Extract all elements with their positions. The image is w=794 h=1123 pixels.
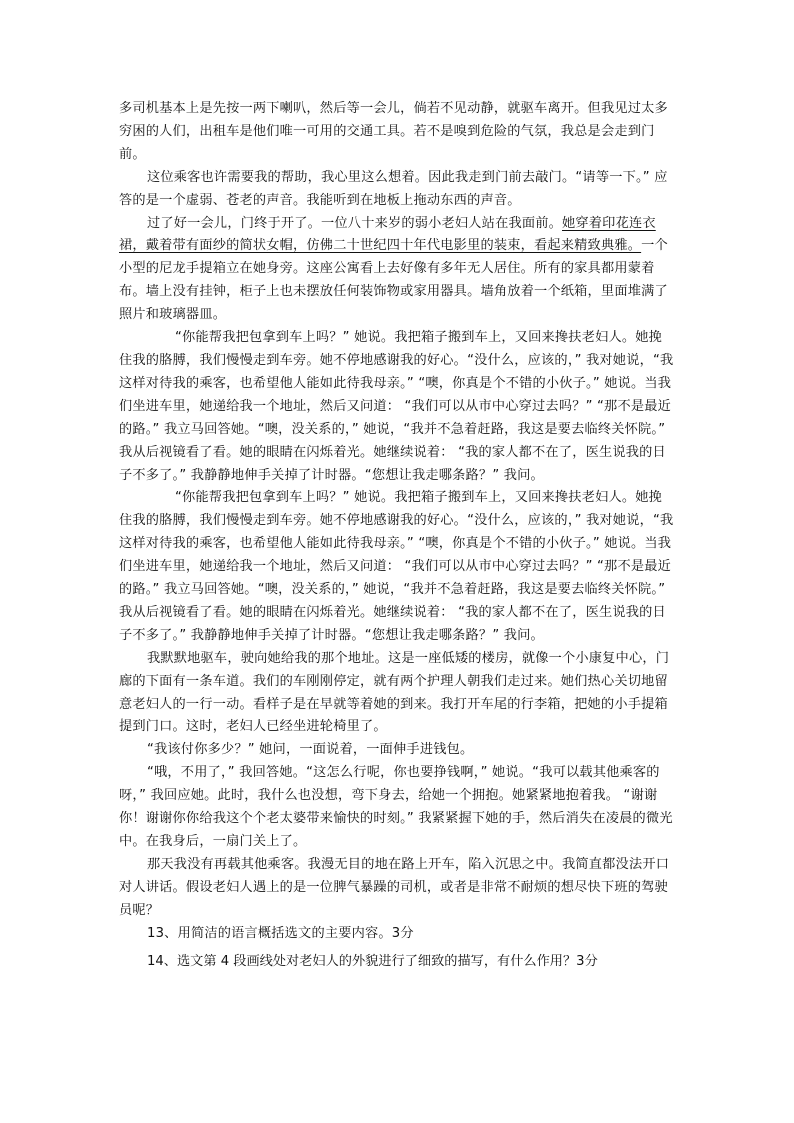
paragraph-9: 那天我没有再载其他乘客。我漫无目的地在路上开车，陷入沉思之中。我简直都没法开口对人讲话。假设老妇人遇上的是一位脾气暴躁的司机，或者是非常不耐烦的想尽快下班的驾驶员呢？ xyxy=(119,856,670,918)
paragraph-2: 这位乘客也许需要我的帮助，我心里这么想着。因此我走到门前去敲门。“请等一下。” 应答的是一个虚弱、苍老的声音。我能听到在地板上拖动东西的声音。 xyxy=(119,169,668,208)
question-14: 14、选文第 4 段画线处对老妇人的外貌进行了细致的描写，有什么作用？3分 xyxy=(147,954,598,969)
underlined-description: 她穿着印花连衣裙，戴着带有面纱的简状女帽，仿佛二十世纪四十年代电影里的装束，看起来精致典雅。 xyxy=(119,215,656,254)
paragraph-6: 我默默地驱车，驶向她给我的那个地址。这是一座低矮的楼房，就像一个小康复中心，门廊的下面有一条车道。我们的车刚刚停定，就有两个护理人朝我们走过来。她们热心关切地留意老妇人的一行一动。看样子是在早就等着她的到来。我打开车尾的行李箱，把她的小手提箱提到门口。这时，老妇人已经坐进轮椅里了。 xyxy=(119,650,670,735)
paragraph-1: 多司机基本上是先按一两下喇叭，然后等一会儿，倘若不见动静，就驱车离开。但我见过太多穷困的人们，出租车是他们唯一可用的交通工具。若不是嗅到危险的气氛，我总是会走到门前。 xyxy=(119,101,668,162)
paragraph-8: “哦，不用了，” 我回答她。“这怎么行呢，你也要挣钱啊，” 她说。“我可以载其他乘客的呀，” 我回应她。此时，我什么也没想，弯下身去，给她一个拥抱。她紧紧地抱着我。 “谢谢你！谢谢你你给我这个个老太婆带来愉快的时刻。” 我紧紧握下她的手，然后消失在凌晨的微光中。在我身后，一扇门关上了。 xyxy=(119,765,673,849)
paragraph-5: “你能帮我把包拿到车上吗？” 她说。我把箱子搬到车上，又回来搀扶老妇人。她挽住我的胳膊，我们慢慢走到车旁。她不停地感谢我的好心。“没什么，应该的，” 我对她说，“我这样对待我的乘客，也希望他人能如此待我母亲。” “噢，你真是个不错的小伙子。” 她说。当我们坐进车里，她递给我一个地址，然后又问道： “我们可以从市中心穿过去吗？” “那不是最近的路。” 我立马回答她。“噢，没关系的，” 她说，“我并不急着赶路，我这是要去临终关怀院。” 我从后视镜看了看。她的眼睛在闪烁着光。她继续说着： “我的家人都不在了，医生说我的日子不多了。” 我静静地伸手关掉了计时器。“您想让我走哪条路？” 我问。 xyxy=(119,490,674,643)
paragraph-4: “你能帮我把包拿到车上吗？” 她说。我把箱子搬到车上，又回来搀扶老妇人。她挽住我的胳膊，我们慢慢走到车旁。她不停地感谢我的好心。“没什么，应该的，” 我对她说，“我这样对待我的乘客，也希望他人能如此待我母亲。” “噢，你真是个不错的小伙子。” 她说。当我们坐进车里，她递给我一个地址，然后又问道： “我们可以从市中心穿过去吗？” “那不是最近的路。” 我立马回答她。“噢，没关系的，” 她说，“我并不急着赶路，我这是要去临终关怀院。” 我从后视镜看了看。她的眼睛在闪烁着光。她继续说着： “我的家人都不在了，医生说我的日子不多了。” 我静静地伸手关掉了计时器。“您想让我走哪条路？” 我问。 xyxy=(119,330,674,483)
question-13: 13、用简洁的语言概括选文的主要内容。3分 xyxy=(147,925,414,941)
paragraph-3-start: 过了好一会儿，门终于开了。一位八十来岁的弱小老妇人站在我面前。 xyxy=(147,215,563,231)
paragraph-3-end: 一个小型的尼龙手提箱立在她身旁。这座公寓看上去好像有多年无人居住。所有的家具都用蒙着布。墙上没有挂钟，柜子上也未摆放任何装饰物或家用器具。墙角放着一个纸箱，里面堆满了照片和玻璃器皿。 xyxy=(119,238,668,323)
paragraph-3 xyxy=(119,213,675,328)
article-body xyxy=(119,98,675,946)
paragraph-7: “我该付你多少？” 她问，一面说着，一面伸手进钱包。 xyxy=(147,742,474,758)
